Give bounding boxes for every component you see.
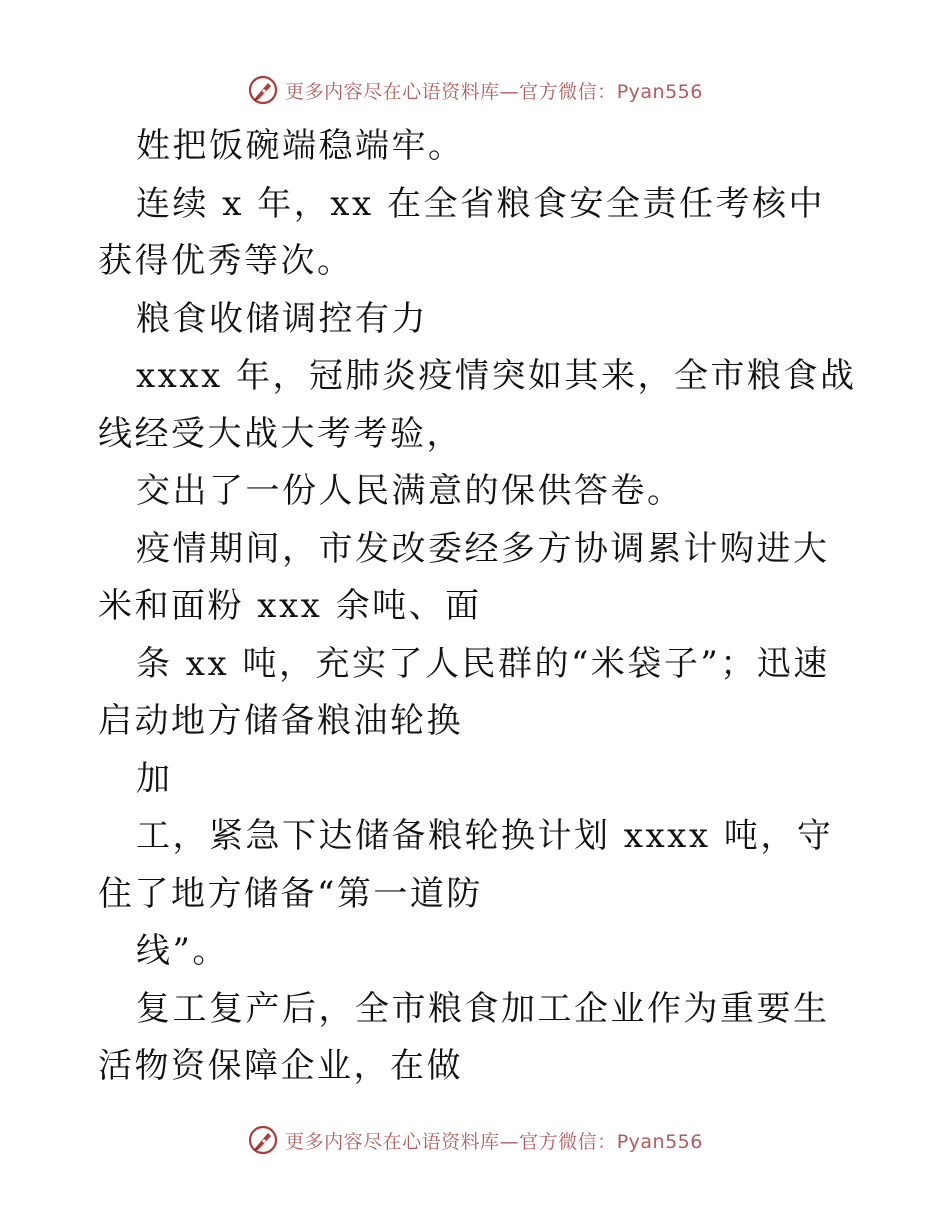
footer-banner-text [285, 1127, 703, 1154]
paragraph: 姓把饭碗端稳端牢。 [136, 126, 465, 166]
footer-site-name: 更多内容尽在心语资料库 [285, 1130, 500, 1153]
pen-logo-icon [247, 74, 279, 106]
paragraph: xxxx 年，冠肺炎疫情突如其来，全市粮食战线经受大战大考考验， [98, 356, 857, 454]
paragraph: 条 xx 吨，充实了人民群的“米袋子”；迅速启动地方储备粮油轮换 [98, 643, 830, 741]
paragraph: 线”。 [136, 931, 229, 971]
header-wechat-label: 官方微信： [519, 80, 617, 103]
paragraph: 交出了一份人民满意的保供答卷。 [136, 471, 684, 511]
header-wechat-id: Pyan556 [616, 80, 703, 103]
footer-wechat-label: 官方微信： [519, 1130, 617, 1153]
paragraph: 加 [136, 758, 173, 799]
paragraph: 复工复产后，全市粮食加工企业作为重要生活物资保障企业，在做 [98, 988, 830, 1086]
header-separator: — [499, 80, 520, 103]
document-body [98, 118, 858, 1096]
paragraph: 工，紧急下达储备粮轮换计划 xxxx 吨，守住了地方储备“第一道防 [98, 816, 834, 914]
header-banner-text [285, 77, 703, 104]
pen-logo-icon [247, 1124, 279, 1156]
header-banner [0, 70, 950, 110]
paragraph: 粮食收储调控有力 [136, 298, 428, 339]
footer-wechat-id: Pyan556 [616, 1130, 703, 1153]
paragraph: 连续 x 年，xx 在全省粮食安全责任考核中获得优秀等次。 [98, 183, 825, 281]
header-site-name: 更多内容尽在心语资料库 [285, 80, 500, 103]
footer-banner [0, 1120, 950, 1160]
footer-separator: — [499, 1130, 520, 1153]
paragraph: 疫情期间，市发改委经多方协调累计购进大米和面粉 xxx 余吨、面 [98, 528, 830, 626]
